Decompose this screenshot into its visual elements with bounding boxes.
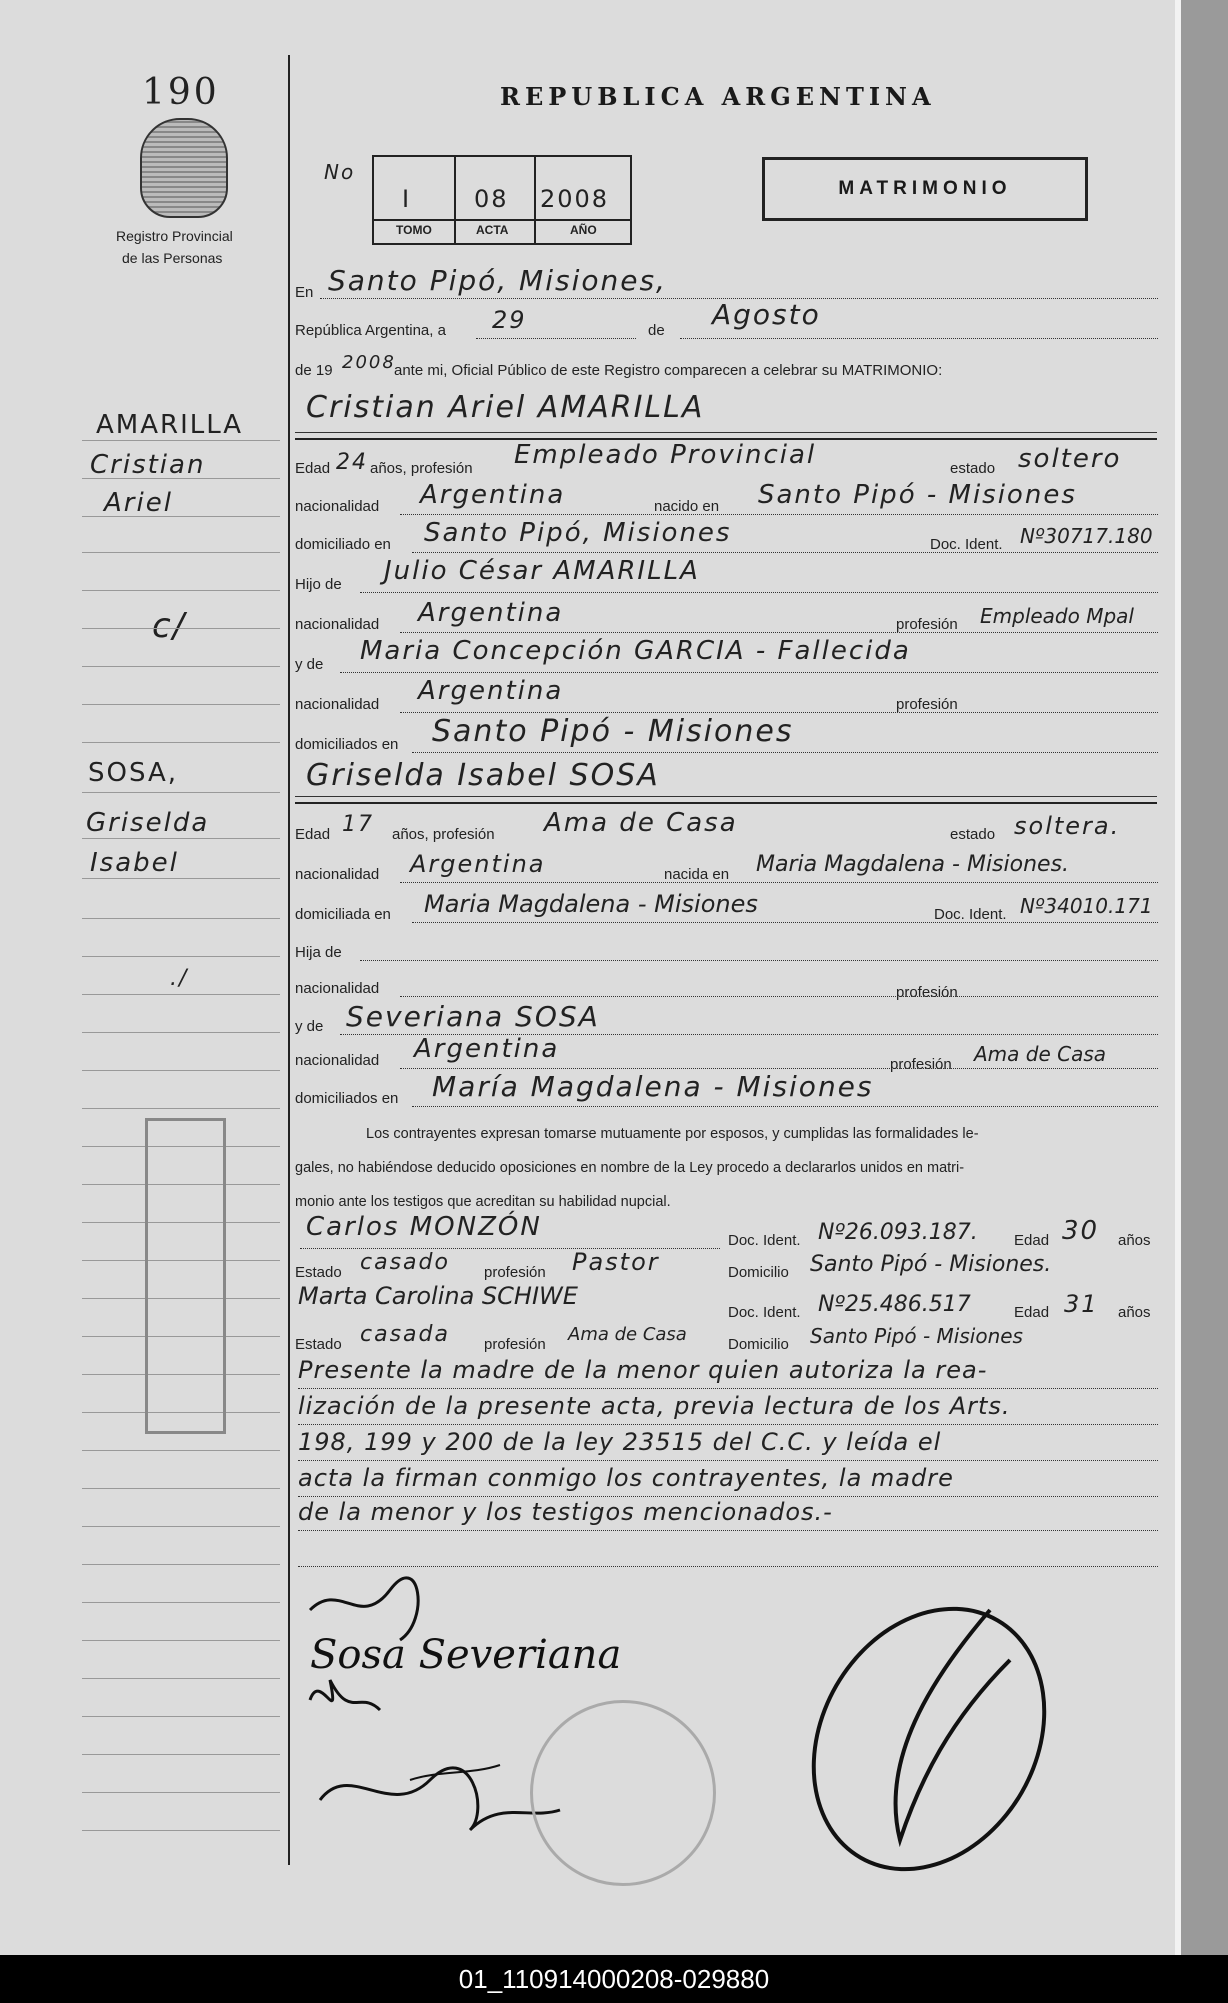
record-type: MATRIMONIO — [762, 157, 1088, 221]
intro-text: ante mi, Oficial Público de este Registro comparecen a celebrar su MATRIMONIO: — [394, 362, 943, 379]
witness2-age: 31 — [1064, 1290, 1099, 1318]
bride-mother-nac-label: nacionalidad — [295, 1052, 380, 1069]
de-label: de — [648, 322, 665, 339]
registry-seal — [530, 1700, 716, 1886]
groom-father-profession: Empleado Mpal — [980, 604, 1134, 628]
groom-father-prof-label: profesión — [896, 616, 958, 633]
bride-mother-profession: Ama de Casa — [974, 1042, 1107, 1066]
margin-bride-names-2: Isabel — [90, 848, 179, 878]
nro-mark: No — [324, 160, 356, 184]
declaration-line1: Los contrayentes expresan tomarse mutuamente por esposos, y cumplidas las formalidades le- — [366, 1126, 979, 1142]
bride-status: soltera. — [1014, 812, 1121, 840]
witness1-doc-label: Doc. Ident. — [728, 1232, 801, 1249]
official-signature — [840, 1600, 1040, 1860]
groom-age: 24 — [336, 450, 368, 475]
note-line-3: 198, 199 y 200 de la ley 23515 del C.C. y leída el — [298, 1428, 942, 1456]
anio-label: AÑO — [570, 223, 597, 237]
witness2-doc-label: Doc. Ident. — [728, 1304, 801, 1321]
groom-birthplace: Santo Pipó - Misiones — [758, 480, 1077, 510]
bride-birthplace: Maria Magdalena - Misiones. — [756, 852, 1070, 877]
note-line-2: lización de la presente acta, previa lectura de los Arts. — [298, 1392, 1011, 1420]
groom-nac-label: nacionalidad — [295, 498, 380, 515]
declaration-line3: monio ante los testigos que acreditan su habilidad nupcial. — [295, 1194, 671, 1210]
declaration-line2: gales, no habiéndose deducido oposiciones en nombre de la Ley procedo a declararlos unidos en matri- — [295, 1160, 965, 1176]
bride-age: 17 — [342, 812, 374, 837]
bride-doms-label: domiciliados en — [295, 1090, 399, 1107]
witness2-dom-label: Domicilio — [728, 1336, 789, 1353]
en-label: En — [295, 284, 314, 301]
year-prefix: de 19 — [295, 362, 333, 379]
tomo-value: I — [402, 185, 412, 213]
witness2-prof-label: profesión — [484, 1336, 546, 1353]
groom-domicile: Santo Pipó, Misiones — [424, 518, 732, 548]
groom-y-de-label: y de — [295, 656, 324, 673]
groom-father: Julio César AMARILLA — [384, 556, 700, 586]
margin-groom-names-1: Cristian — [90, 450, 206, 480]
witness1-domicile: Santo Pipó - Misiones. — [810, 1252, 1052, 1277]
bride-parents-domicile: María Magdalena - Misiones — [432, 1070, 874, 1103]
witness1-name: Carlos MONZÓN — [306, 1212, 542, 1242]
tomo-label: TOMO — [396, 223, 432, 237]
groom-hijo-label: Hijo de — [295, 576, 342, 593]
witness1-estado-label: Estado — [295, 1264, 342, 1281]
witness1-doc: Nº26.093.187. — [818, 1220, 978, 1245]
groom-status: soltero — [1018, 444, 1122, 474]
bride-anios-prof-label: años, profesión — [392, 826, 495, 843]
witness2-domicile: Santo Pipó - Misiones — [810, 1324, 1023, 1348]
month-value: Agosto — [712, 298, 821, 331]
groom-nacido-label: nacido en — [654, 498, 720, 515]
day-value: 29 — [492, 306, 527, 334]
bride-nationality: Argentina — [410, 850, 546, 878]
groom-doc: Nº30717.180 — [1020, 524, 1153, 548]
groom-doms-label: domiciliados en — [295, 736, 399, 753]
witness2-estado-label: Estado — [295, 1336, 342, 1353]
coat-of-arms-icon — [140, 118, 228, 218]
margin-bride-surname: SOSA, — [88, 758, 179, 788]
groom-parents-domicile: Santo Pipó - Misiones — [432, 714, 794, 749]
bride-father-prof-label: profesión — [896, 984, 958, 1001]
registry-name-line2: de las Personas — [122, 250, 223, 266]
witness1-anios-label: años — [1118, 1232, 1151, 1249]
groom-mother: Maria Concepción GARCIA - Fallecida — [360, 636, 911, 666]
bride-father-nac-label: nacionalidad — [295, 980, 380, 997]
bride-edad-label: Edad — [295, 826, 331, 843]
margin-conjunction: c/ — [152, 606, 187, 646]
groom-profession: Empleado Provincial — [514, 440, 817, 470]
margin-mark: ./ — [170, 966, 189, 991]
groom-anios-prof-label: años, profesión — [370, 460, 473, 477]
witness2-profession: Ama de Casa — [568, 1324, 687, 1345]
witness2-doc: Nº25.486.517 — [818, 1292, 971, 1317]
law-stamp — [145, 1118, 226, 1434]
bride-full-name: Griselda Isabel SOSA — [306, 758, 660, 793]
groom-edad-label: Edad — [295, 460, 331, 477]
record-box — [372, 155, 632, 245]
margin-divider — [288, 55, 290, 1865]
witness2-status: casada — [360, 1322, 450, 1347]
bride-y-de-label: y de — [295, 1018, 324, 1035]
witness1-status: casado — [360, 1250, 450, 1275]
bride-doc: Nº34010.171 — [1020, 894, 1153, 918]
witness1-edad-label: Edad — [1014, 1232, 1050, 1249]
year-value: 2008 — [342, 352, 396, 373]
bride-doc-label: Doc. Ident. — [934, 906, 1007, 923]
document-id-bar: 01_110914000208-029880 — [0, 1955, 1228, 2003]
country-title: REPUBLICA ARGENTINA — [500, 82, 936, 111]
groom-doc-label: Doc. Ident. — [930, 536, 1003, 553]
folio-number: 190 — [142, 72, 220, 113]
bride-dom-label: domiciliada en — [295, 906, 391, 923]
acta-label: ACTA — [476, 223, 509, 237]
acta-value: 08 — [474, 185, 509, 213]
anio-value: 2008 — [540, 185, 610, 213]
groom-father-nac-label: nacionalidad — [295, 616, 380, 633]
groom-dom-label: domiciliado en — [295, 536, 391, 553]
bride-nacida-label: nacida en — [664, 866, 730, 883]
margin-bride-names-1: Griselda — [86, 808, 210, 838]
witness1-dom-label: Domicilio — [728, 1264, 789, 1281]
groom-mother-nationality: Argentina — [418, 676, 564, 706]
groom-father-nationality: Argentina — [418, 598, 564, 628]
note-line-5: de la menor y los testigos mencionados.- — [298, 1498, 833, 1526]
witness1-prof-label: profesión — [484, 1264, 546, 1281]
bride-mother-prof-label: profesión — [890, 1056, 952, 1073]
margin-groom-names-2: Ariel — [104, 488, 173, 518]
bride-domicile: Maria Magdalena - Misiones — [424, 890, 758, 918]
bride-estado-label: estado — [950, 826, 996, 843]
bride-mother-nationality: Argentina — [414, 1034, 560, 1064]
registry-name-line1: Registro Provincial — [116, 228, 233, 244]
margin-groom-surname: AMARILLA — [96, 410, 244, 440]
groom-nationality: Argentina — [420, 480, 566, 510]
witness1-age: 30 — [1062, 1216, 1100, 1246]
witness1-profession: Pastor — [572, 1248, 660, 1276]
place-value: Santo Pipó, Misiones, — [328, 264, 667, 297]
witness2-name: Marta Carolina SCHIWE — [298, 1282, 578, 1310]
groom-mother-prof-label: profesión — [896, 696, 958, 713]
bride-nac-label: nacionalidad — [295, 866, 380, 883]
groom-estado-label: estado — [950, 460, 996, 477]
witness2-anios-label: años — [1118, 1304, 1151, 1321]
bride-hija-label: Hija de — [295, 944, 342, 961]
republica-label: República Argentina, a — [295, 322, 446, 339]
bride-mother: Severiana SOSA — [346, 1000, 600, 1033]
note-line-1: Presente la madre de la menor quien autoriza la rea- — [298, 1356, 988, 1384]
witness2-edad-label: Edad — [1014, 1304, 1050, 1321]
groom-mother-nac-label: nacionalidad — [295, 696, 380, 713]
groom-full-name: Cristian Ariel AMARILLA — [306, 390, 705, 425]
signature-1: Sosa Severiana — [310, 1632, 622, 1678]
bride-profession: Ama de Casa — [544, 808, 738, 838]
note-line-4: acta la firman conmigo los contrayentes, la madre — [298, 1464, 954, 1492]
